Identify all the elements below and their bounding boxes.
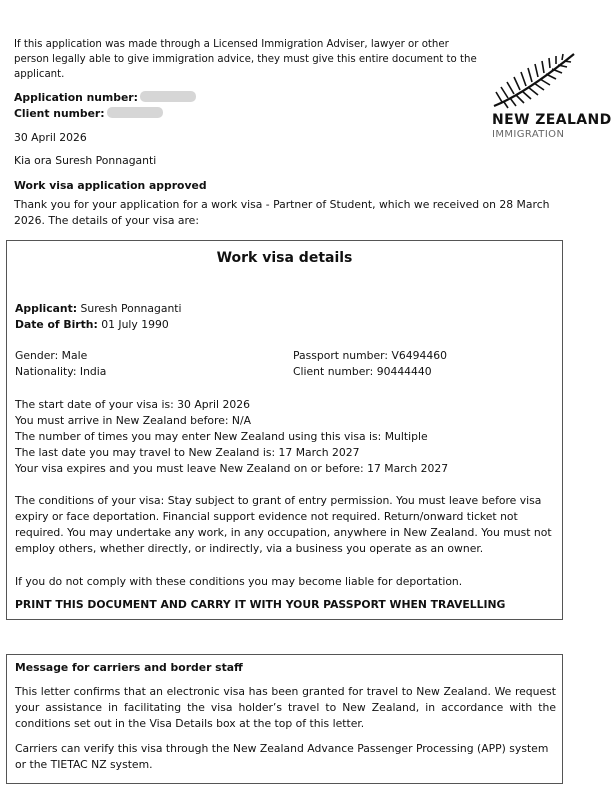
carriers-heading: Message for carriers and border staff [15, 661, 243, 674]
gender: Gender: Male [15, 349, 88, 362]
adviser-notice: If this application was made through a Licensed Immigration Adviser, lawyer or other person legally able to give immigration advice, they must give this entire document to the applicant. [14, 39, 477, 80]
approval-body: Thank you for your application for a work visa - Partner of Student, which we received on 28 March 2026. The details of your visa are: [14, 198, 550, 227]
client-number: Client number: [14, 106, 163, 122]
last-travel-date: The last date you may travel to New Zealand is: 17 March 2027 [15, 446, 360, 459]
visa-conditions: The conditions of your visa: Stay subject to grant of entry permission. You must leave before visa expiry or face deportation. Financial support evidence not required. Return/onward ticket not required. You may undertake any work, in any occupation, anywhere in New Zealand. You must not employ others, whether directly, or indirectly, via a business you operate as an owner. [15, 494, 552, 555]
arrive-before: You must arrive in New Zealand before: N/A [15, 414, 252, 427]
logo-brand-text: NEW ZEALAND [492, 112, 612, 128]
expiry-date: Your visa expires and you must leave New Zealand on or before: 17 March 2027 [15, 462, 449, 475]
work-visa-details-box [6, 240, 563, 620]
nationality: Nationality: India [15, 365, 107, 378]
fern-icon [492, 52, 576, 110]
box-title: Work visa details [216, 250, 353, 266]
redacted-value [107, 107, 163, 118]
redacted-value [140, 91, 196, 102]
letter-date: 30 April 2026 [14, 131, 87, 144]
passport-number: Passport number: V6494460 [293, 349, 447, 362]
greeting: Kia ora Suresh Ponnaganti [14, 154, 157, 167]
client-number-detail: Client number: 90444440 [293, 365, 432, 378]
start-date: The start date of your visa is: 30 April 2026 [15, 398, 250, 411]
nz-immigration-logo [488, 52, 612, 148]
application-number: Application number: [14, 90, 196, 106]
carriers-message-box [6, 654, 563, 784]
deportation-warning: If you do not comply with these conditions you may become liable for deportation. [15, 575, 463, 588]
logo-sub-text: IMMIGRATION [492, 129, 565, 140]
approval-heading: Work visa application approved [14, 179, 207, 192]
carriers-paragraph-2: Carriers can verify this visa through the New Zealand Advance Passenger Processing (APP) system or the TIETAC NZ system. [15, 742, 549, 771]
dob-row: Date of Birth: 01 July 1990 [15, 318, 169, 331]
entries: The number of times you may enter New Zealand using this visa is: Multiple [15, 430, 428, 443]
print-notice: PRINT THIS DOCUMENT AND CARRY IT WITH YOUR PASSPORT WHEN TRAVELLING [15, 598, 506, 611]
carriers-paragraph-1: This letter confirms that an electronic visa has been granted for travel to New Zealand. We request your assistance in facilitating the visa holder’s travel to New Zealand, in accordance with the conditions set out in the Visa Details box at the top of this letter. [15, 685, 556, 730]
applicant-row: Applicant: Suresh Ponnaganti [15, 302, 182, 315]
